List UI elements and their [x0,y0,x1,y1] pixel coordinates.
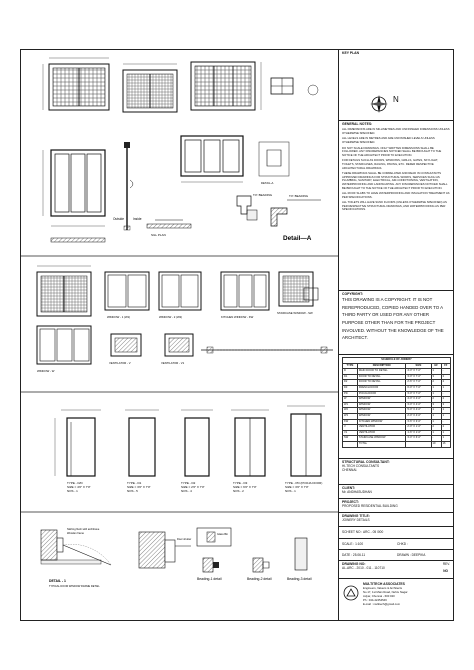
consultant-city: CHENNAI. [342,468,358,473]
door-type-d3 [231,410,269,476]
schedule-title: SCHEDULE OF JOINERY [343,358,451,364]
drawing-title: JOINERY DETAILS [342,518,370,523]
schedule-cell: 2 [441,425,450,431]
kitchen-window-caption: KITCHEN WINDOW - KW [221,315,254,319]
window-w1-caption: WINDOW - 1 (W1) [107,315,131,319]
schedule-cell: 2'-6" X 7'-0" [406,380,431,386]
detail-1-plan [41,527,111,588]
door-d2-size: SIZE = 2'6" X 7'0" [181,485,205,489]
schedule-cell: 4'-0" X 7'-0" [406,369,431,375]
staircase-window-caption: STAIRCASE WINDOW - SW [277,311,313,315]
schedule-cell: 3 [431,402,441,408]
schedule-cell: VENTILATOR [357,425,405,431]
section-profile [237,193,273,220]
schedule-cell: 2'-0" X 1'-6" [406,425,431,431]
schedule-cell: 3'-0" X 4'-0" [406,402,431,408]
date-row [339,549,454,560]
project-section [339,498,454,512]
drawing-sheet [20,49,454,621]
schedule-header-type: TYPE [343,363,358,369]
ventilator-v-caption: VENTILATOR - V [109,361,131,365]
window-w2 [159,272,201,319]
schedule-cell: D3 [343,385,358,391]
drawing-title-section [339,512,454,526]
schedule-cell: DOOR TO DETAIL [357,380,405,386]
schedule-header-desc: DESCRIPTION [357,363,405,369]
project-name: PROPOSED RESIDENTIAL BUILDING [342,504,398,509]
consultant-name: HI-TECH CONSULTANTS [342,464,380,469]
date: DATE : 25.06.11 [342,553,366,557]
schedule-cell: TOTAL [357,441,405,447]
schedule-cell: W [343,397,358,403]
drawing-no-label: DRAWING NO: [342,562,366,566]
drawing-no: AL-ARC - 2010 - 011 - 110710 [342,566,385,571]
beading-1-caption: Beading-1 detail [197,577,222,581]
schedule-cell: 1 [431,430,441,436]
drawing-title-label: DRAWING TITLE: [342,514,370,518]
schedule-cell: 1 [431,413,441,419]
copyright-section [339,290,454,354]
consultant-label: STRUCTURAL CONSULTANT: [342,460,390,464]
schedule-cell: 19 [431,441,441,447]
door-type-d1 [125,410,159,476]
schedule-cell: FRENCH DOOR [357,385,405,391]
glass-label: Glass Bin [217,533,229,536]
door-captions [67,481,322,493]
north-arrow-icon [369,92,393,116]
drawing-no-row [339,560,454,578]
schedule-cell: D1 [343,374,358,380]
schedule-cell: POOJA DOOR [357,391,405,397]
schedule-cell: 2 [441,374,450,380]
sill-plan [147,220,191,237]
schedule-cell: 2 [431,380,441,386]
schedule-cell [343,441,358,447]
drawn-by: DRAWN : DEEPIKA [397,553,426,557]
ventilator-v1-caption: VENTILATOR - V1 [161,361,185,365]
schedule-cell: 1 [431,391,441,397]
firm-section [339,578,454,620]
project-label: PROJECT: [342,500,359,504]
window-w1 [105,272,149,319]
sill-section-strip [201,347,333,353]
schedule-cell: SW [343,436,358,442]
detail-a-title: Detail—A [283,235,312,242]
schedule-cell: - [441,369,450,375]
three-panel-window [181,136,243,182]
window-w-grill [37,266,91,316]
chkd: CHKD : [397,542,408,546]
window-w-shutters [37,326,91,373]
note-frame: Wooden frame [67,532,84,535]
scale-row [339,538,454,549]
schedule-cell: WINDOW [357,408,405,414]
door-section [124,142,133,230]
schedule-cell: - [441,419,450,425]
scale: SCALE : 1:100 [342,542,364,546]
rev-value: NO [443,569,448,573]
schedule-cell: WINDOW [357,402,405,408]
joinery-schedule [339,354,454,458]
schedule-cell: 1 [441,408,450,414]
schedule-cell: 3'-0" X 6'-0" [406,436,431,442]
schedule-cell: V1 [343,430,358,436]
schedule-header-size: SIZE [406,363,431,369]
schedule-cell: 1 [441,430,450,436]
schedule-cell: 3 [431,374,441,380]
schedule-cell: 3 [441,402,450,408]
note-skirting: Skirting flush with architrave [67,528,100,531]
schedule-cell: DOOR TO DETAIL [357,374,405,380]
schedule-cell: 5'-0" X 4'-0" [406,408,431,414]
window-grill-elevation-1 [43,58,109,110]
note-6: ALL ROOF SLABS TO HAVE WATERPROOFING AND INSULATION TREATMENT AS PER SPECIFICATIONS. [342,191,450,199]
schedule-cell: W2 [343,408,358,414]
schedule-cell [406,441,431,447]
schedule-cell: KW [343,419,358,425]
beading-2 [247,558,272,581]
door-d3-nos: NOS - 2 [233,489,244,493]
schedule-cell: PD [343,391,358,397]
schedule-cell: KITCHEN WINDOW [357,419,405,425]
door-d-nos: NOS - 1 [67,489,78,493]
schedule-cell: 2'-0" X 4'-0" [406,413,431,419]
schedule-cell: W3 [343,413,358,419]
schedule-cell: STAIRCASE WINDOW [357,436,405,442]
note-4: FOR DETAILS SUCH AS DOORS, WINDOWS, GRILLS, GATES, SKYLIGHT, TOILETS, STAIRCASES, RAILING, PAVING, ETC. REFER RESPECTIVE ARCHITECTURAL DRAWINGS. [342,158,439,170]
schedule-cell: 3'-6" X 3'-6" [406,419,431,425]
note-7: ALL TOILETS WILL HAVE SUNK FLOORS (UNLESS OTHERWISE SPECIFIED) AS PER RESPECTIVE STRUCTURAL DRAWINGS, AND WATERPROOFING AS PER SPECIFICATIONS. [342,200,447,212]
detail-1-title: DETAIL - 1 [49,579,66,583]
firm-line-4: Ph : 044-42454546 [363,598,387,602]
door-d2-type: TYPE - D2 [181,481,196,485]
schedule-cell: - [431,436,441,442]
schedule-cell: 1 [431,369,441,375]
door-type-pd [287,406,325,476]
schedule-cell: 2 [431,425,441,431]
rev-label: REV. [442,562,450,566]
schedule-cell: 1 [441,385,450,391]
glass-detail [197,528,231,546]
note-5: THESE DRAWINGS SHALL BE CORRELATED AND READ IN CONSULTANTS APPROVED DRAWINGS FOR STRUCTURAL WORKS, SERVICES SUCH AS PLUMBING, SANITARY, ELECTRICAL, AIR-CONDITIONING, VENTILATION, WATERPROOFING AND LANDSCAPING. ANY DISCREPANCIES NOTICED SHALL BE BROUGHT TO THE NOTICE OF THE ARCHITECT PRIOR TO EXECUTION. [342,171,448,190]
section-large [139,532,191,568]
window-w2-caption: WINDOW - 2 (W2) [159,315,183,319]
client-name: Mr. ANDHASUDHAN [342,490,372,495]
schedule-cell: VENTILATOR [357,430,405,436]
door-type-d [55,410,101,476]
note-2: ALL LEVELS ARE IN METRES AND ARE UNFINISHED LEVELS UNLESS OTHERWISE SPECIFIED. [342,136,435,144]
door-d3-size: SIZE = 6'0" X 7'0" [233,485,257,489]
consultant-section [339,458,454,484]
schedule-cell: W1 [343,402,358,408]
door-d-size: SIZE = 4'0" X 7'0" [67,485,91,489]
client-label: CLIENT: [342,486,355,490]
schedule-cell: 1 [431,419,441,425]
schedule-table [342,357,451,448]
firm-name: MULTITECH ASSOCIATES [363,582,405,586]
schedule-cell: 2 [441,397,450,403]
firm-line-5: E-mail : multitech@gmail.com [363,602,401,606]
beading-3 [287,538,312,581]
label-inside: Inside [133,217,142,221]
schedule-cell: 1 [431,408,441,414]
schedule-cell: - [441,391,450,397]
schedule-cell: 16 [441,441,450,447]
door-pd-size: SIZE = 3'0" X 7'0" [285,485,309,489]
copyright-title: COPYRIGHT: [342,292,363,296]
schedule-cell: 1 [431,385,441,391]
schedule-cell: 1 [441,436,450,442]
door-leaf-note: Door shutter [177,538,192,541]
door-d3-type: TYPE - D3 [233,481,248,485]
schedule-cell: MAIN DOOR TO DETAIL [357,369,405,375]
schedule-cell: 3'-0" X 7'-0" [406,374,431,380]
ventilator-v [109,334,141,365]
schedule-cell: 6'-0" X 7'-0" [406,385,431,391]
french-door-elevation [43,150,105,242]
window-grill-elevation-2 [123,64,177,112]
firm-line-1: Engineers, Valuers & Architects [363,586,402,590]
copyright-text: THIS DRAWING IS A COPYRIGHT. IT IS NOT REREPRODUCED, COPIED HANDED OVER TO A THIRD PARTY OR USED FOR ANY OTHER PURPOSE OTHER THAN FOR THE PROJECT INVOLVED. WITHOUT THE KNOWLEDGE OF THE ARCHITECT. [342,297,444,341]
door-pd-nos: NOS - 1 [285,489,296,493]
drawing-area [21,50,338,620]
note-1: ALL DIMENSIONS ARE IN MILLIMETRES AND UNFINISHED DIMENSIONS UNLESS OTHERWISE SPECIFIED. [342,127,450,135]
door-d2-nos: NOS - 4 [181,489,192,493]
window-grill-elevation-3 [191,62,261,110]
beading-1 [197,558,222,581]
note-3: DO NOT SCALE DRAWINGS. ONLY WRITTEN DIMENSIONS SHALL BE FOLLOWED. ANY DISCREPANCIES NOTICED SHALL BE BROUGHT TO THE NOTICE OF THE ARCHITECT PRIOR TO EXECUTION. [342,145,442,157]
firm-line-2: No.17, 1st Main Road, Nehru Nagar [363,590,408,594]
detail-1-subtitle: TYPICAL DOOR WINDOW FRAME DETAIL [49,585,100,588]
firm-logo-icon [343,585,359,601]
key-plan-section [339,50,454,120]
beading-2-caption: Beading-2 detail [247,577,272,581]
schedule-cell: D [343,369,358,375]
general-notes-title: GENERAL NOTES: [342,122,373,126]
schedule-cell: 2 [441,380,450,386]
label-outside: Outside [113,217,124,221]
schedule-header-ff: FF [441,363,450,369]
north-label: N [393,95,399,104]
schedule-body [343,369,451,447]
detail-bubble-small [259,142,289,185]
ventilator-detail-top [271,78,318,95]
sill-plan-caption: SILL PLAN [151,233,166,237]
schedule-cell: 2 [431,397,441,403]
ventilator-v1 [161,334,193,365]
window-w-caption: WINDOW - W [37,369,55,373]
door-d-type: TYPE - D/D [67,481,83,485]
beading-3-caption: Beading-3 detail [287,577,312,581]
sheet-no: SCHEET NO : ARC - 05 /000 [342,530,384,534]
firm-line-3: Adyar, Chennai - 600 020 [363,594,395,598]
door-d1-nos: NOS - 5 [127,489,138,493]
schedule-cell: 1 [441,413,450,419]
kitchen-window [221,272,269,319]
client-section [339,484,454,498]
tp-beading-caption-2: T.P. BEADING [289,194,309,198]
schedule-cell: WINDOW [357,413,405,419]
door-d1-size: SIZE = 3'0" X 7'0" [127,485,151,489]
schedule-cell: 4'-0" X 4'-0" [406,397,431,403]
general-notes-section [339,120,454,290]
schedule-cell: 3'-0" X 7'-0" [406,391,431,397]
door-d1-type: TYPE - D1 [127,481,142,485]
detail-a-profile [271,194,321,226]
schedule-header-gf: GF [431,363,441,369]
title-block [338,50,454,620]
tp-beading-caption: T.P. BEADING [253,193,273,197]
door-pd-type: TYPE - PD (POOJA DOOR) [285,481,323,485]
detail-a-small-caption: DETAIL-A [261,181,274,185]
schedule-cell: 1'-6" X 1'-6" [406,430,431,436]
sheet-no-row [339,526,454,538]
staircase-window [277,272,318,315]
schedule-cell: V [343,425,358,431]
door-type-d2 [181,410,213,476]
key-plan-label: KEY PLAN [342,51,360,55]
schedule-cell: D2 [343,380,358,386]
schedule-cell: WINDOW [357,397,405,403]
schedule-row [343,441,451,447]
